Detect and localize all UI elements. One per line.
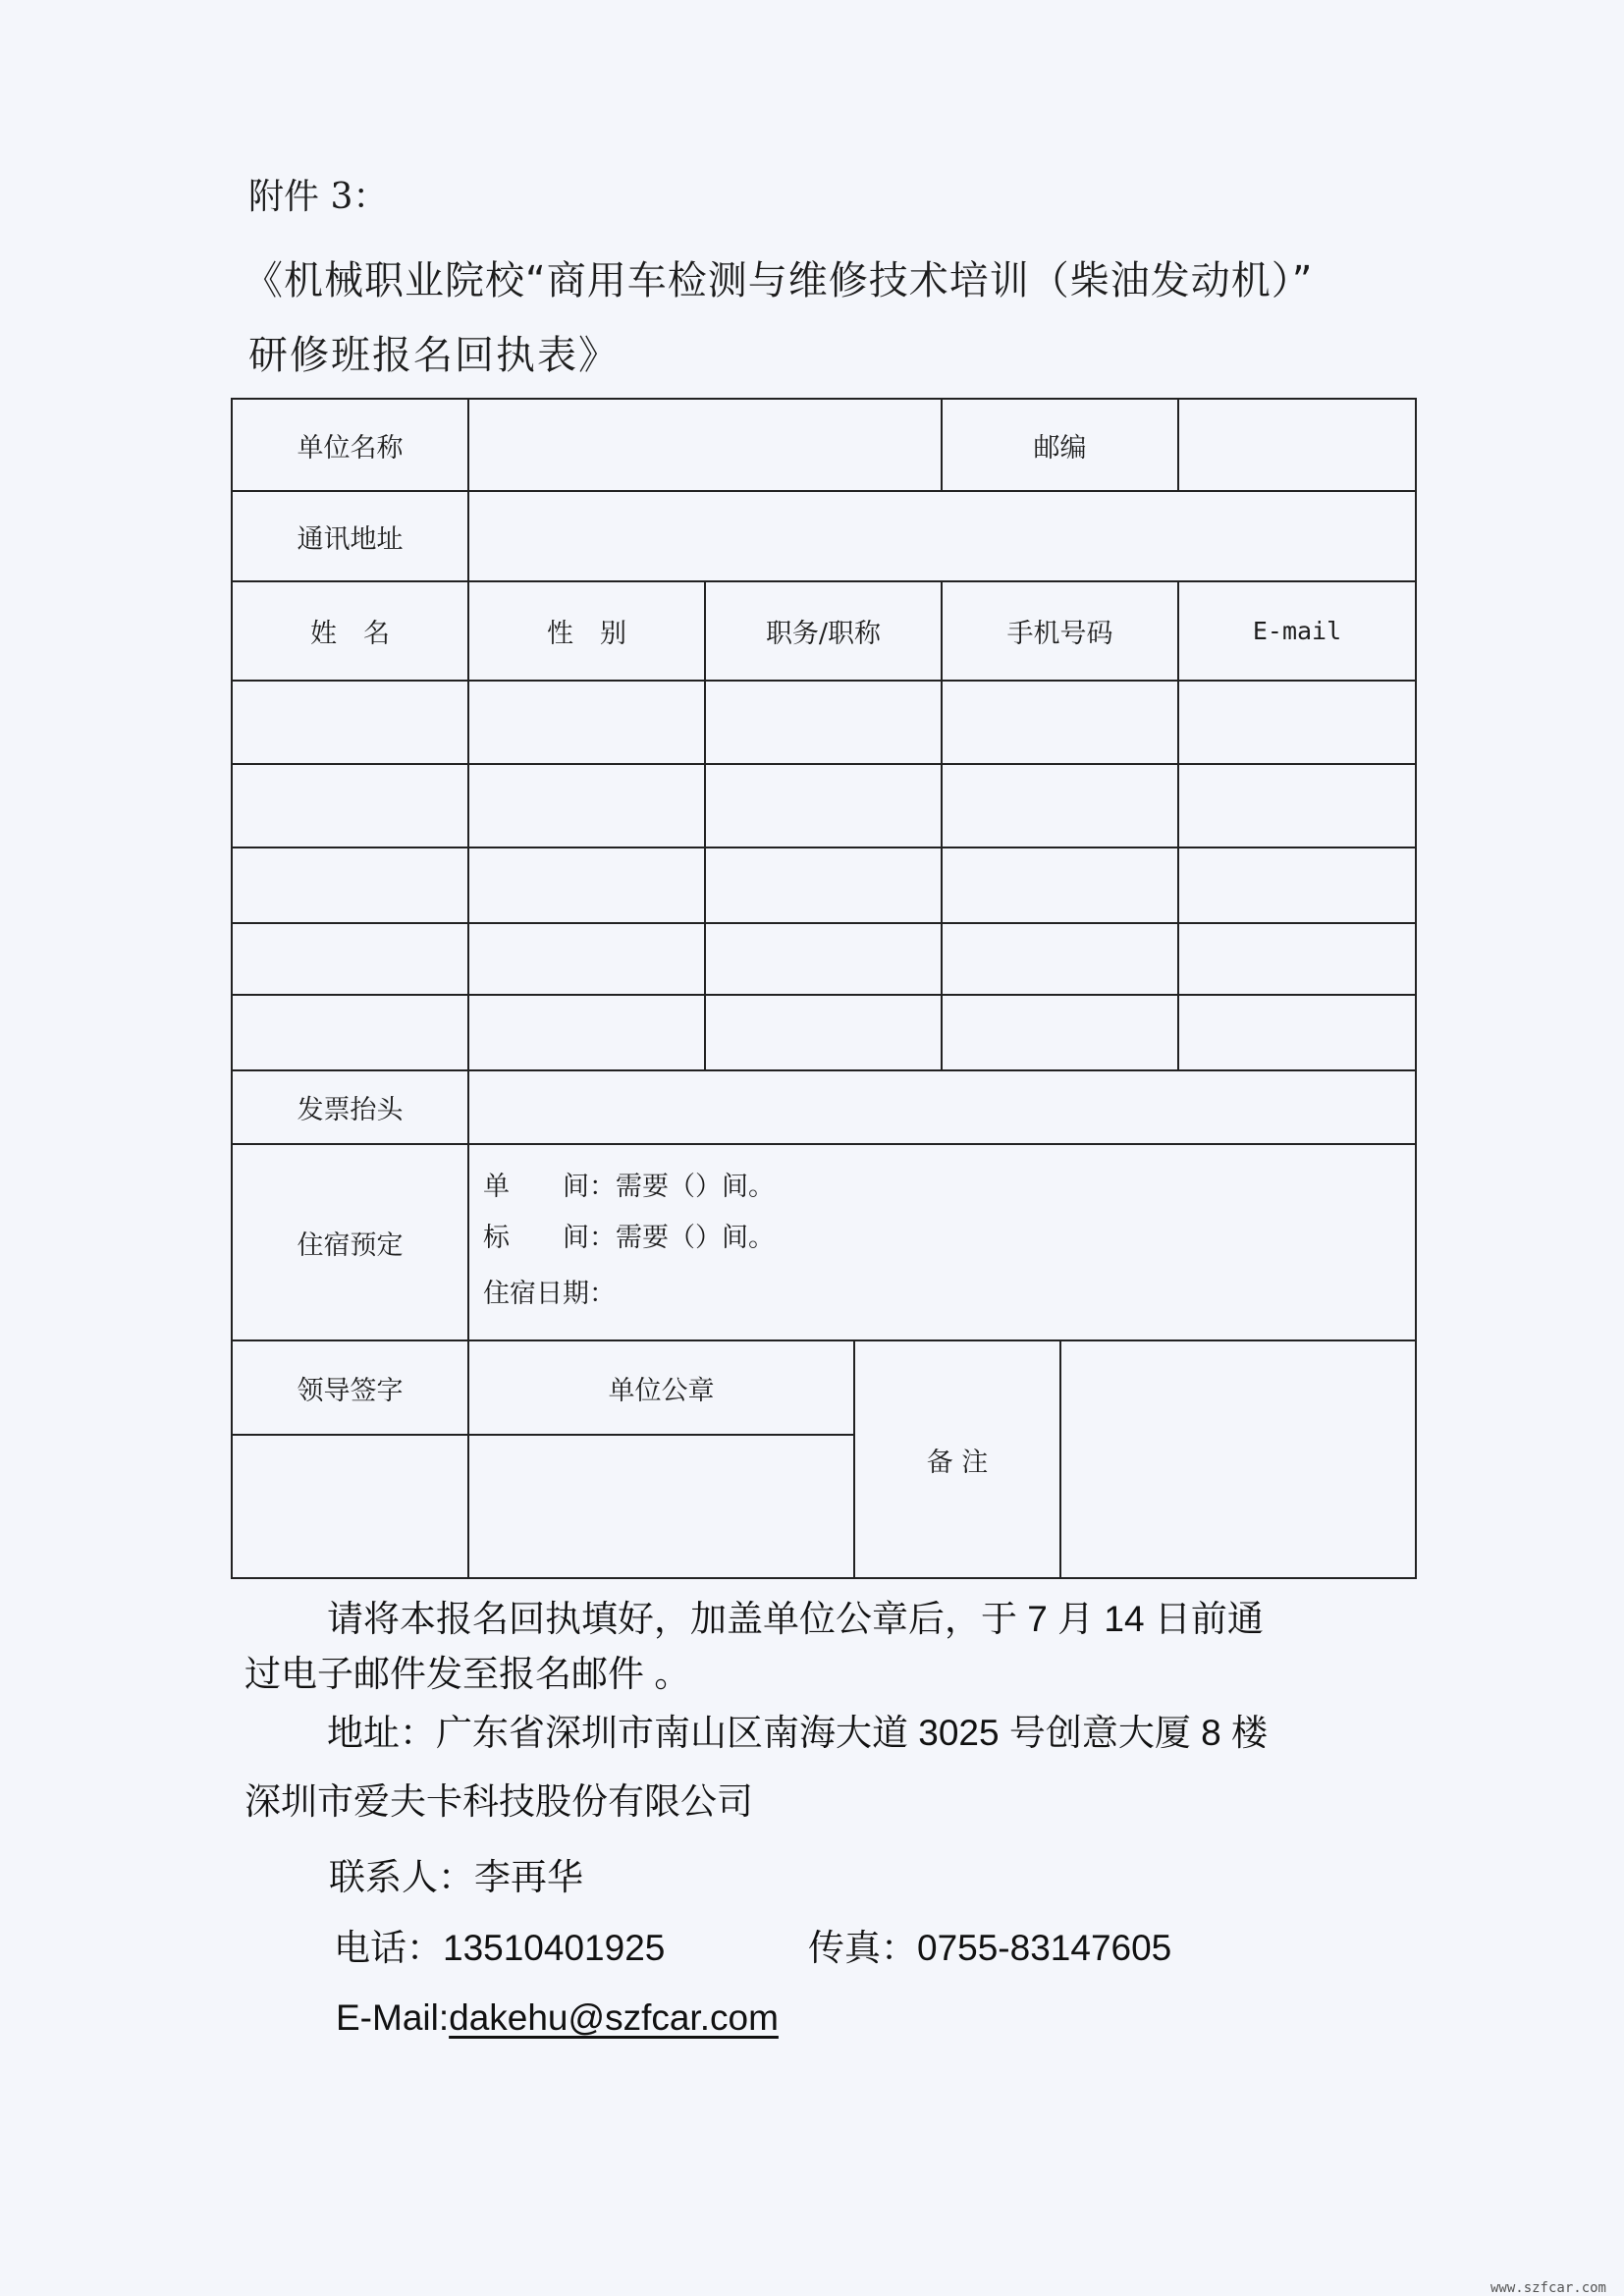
contact-person: 联系人：李再华 (329, 1857, 583, 1897)
column-header-title: 职务/职称 (765, 619, 882, 649)
mobile-field[interactable] (943, 848, 1177, 922)
watermark: www.szfcar.com (1489, 2280, 1606, 2296)
title-field[interactable] (706, 682, 941, 763)
column-header-gender: 性 别 (547, 619, 626, 649)
gender-field[interactable] (469, 996, 704, 1069)
address-text: 地址：广东省深圳市南山区南海大道 3025 号创意大厦 8 楼 (327, 1713, 1269, 1753)
unit-name-label: 单位名称 (297, 432, 404, 464)
title-field[interactable] (706, 848, 941, 922)
column-header-name: 姓 名 (310, 619, 390, 649)
gender-field[interactable] (469, 924, 704, 994)
attachment-label: 附件 3： (248, 177, 389, 217)
unit-seal-field[interactable] (469, 1436, 853, 1577)
postcode-field[interactable] (1179, 400, 1415, 490)
remarks-field[interactable] (1061, 1341, 1415, 1577)
title-field[interactable] (706, 765, 941, 847)
leader-signature-label: 领导签字 (297, 1375, 404, 1406)
mobile-field[interactable] (943, 996, 1177, 1069)
column-header-email: E-mail (1252, 617, 1342, 645)
lodging-date-line[interactable]: 住宿日期： (483, 1279, 616, 1309)
table-border-bottom (231, 1577, 1417, 1579)
instruction-line1: 请将本报名回执填好，加盖单位公章后，于 7 月 14 日前通 (327, 1599, 1264, 1639)
email-field[interactable] (1179, 682, 1415, 763)
name-field[interactable] (233, 848, 467, 922)
email-prefix: E-Mail: (336, 1997, 450, 2038)
name-field[interactable] (233, 996, 467, 1069)
gender-field[interactable] (469, 765, 704, 847)
standard-room-line[interactable]: 标 间：需要（）间。 (483, 1223, 775, 1253)
mobile-field[interactable] (943, 765, 1177, 847)
title-field[interactable] (706, 924, 941, 994)
lodging-label: 住宿预定 (297, 1230, 404, 1261)
column-header-mobile: 手机号码 (1006, 619, 1113, 649)
name-field[interactable] (233, 765, 467, 847)
title-field[interactable] (706, 996, 941, 1069)
unit-seal-label: 单位公章 (608, 1375, 715, 1406)
gender-field[interactable] (469, 682, 704, 763)
remarks-label: 备 注 (926, 1447, 989, 1478)
email-link[interactable]: dakehu@szfcar.com (449, 1997, 779, 2038)
company-name: 深圳市爱夫卡科技股份有限公司 (244, 1781, 753, 1822)
leader-signature-field[interactable] (233, 1436, 467, 1577)
instruction-line2: 过电子邮件发至报名邮件 。 (244, 1654, 691, 1694)
email-field[interactable] (1179, 996, 1415, 1069)
form-title-line1: 《机械职业院校“商用车检测与维修技术培训（柴油发动机）” (244, 258, 1314, 303)
mobile-field[interactable] (943, 682, 1177, 763)
unit-name-field[interactable] (469, 400, 941, 490)
fax-number: 传真：0755-83147605 (808, 1928, 1172, 1968)
name-field[interactable] (233, 924, 467, 994)
form-title-line2: 研修班报名回执表》 (248, 333, 620, 378)
table-border-right (1415, 398, 1417, 1579)
mobile-field[interactable] (943, 924, 1177, 994)
email-line (336, 1997, 779, 2039)
address-label: 通讯地址 (297, 523, 404, 555)
phone-number: 电话：13510401925 (334, 1928, 666, 1968)
email-field[interactable] (1179, 848, 1415, 922)
single-room-line[interactable]: 单 间：需要（）间。 (483, 1172, 775, 1202)
email-field[interactable] (1179, 765, 1415, 847)
postcode-label: 邮编 (1033, 432, 1087, 464)
address-field[interactable] (469, 492, 1415, 580)
invoice-title-field[interactable] (469, 1071, 1415, 1143)
email-field[interactable] (1179, 924, 1415, 994)
invoice-title-label: 发票抬头 (297, 1095, 404, 1125)
name-field[interactable] (233, 682, 467, 763)
gender-field[interactable] (469, 848, 704, 922)
